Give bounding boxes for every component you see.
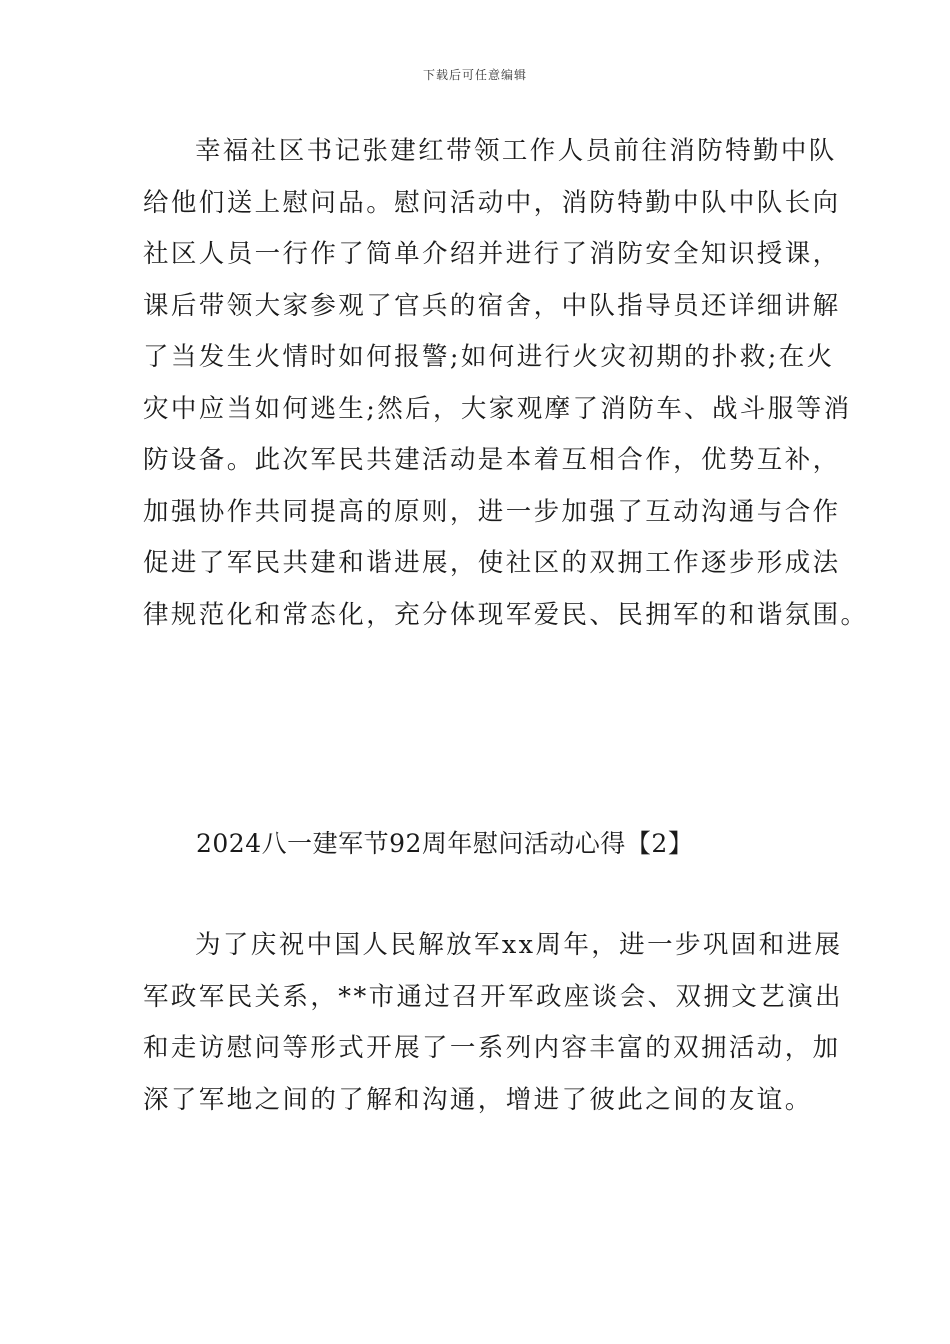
paragraph-line: 促进了军民共建和谐进展，使社区的双拥工作逐步形成法 — [143, 548, 841, 578]
paragraph-line: 幸福社区书记张建红带领工作人员前往消防特勤中队 — [195, 136, 837, 166]
paragraph-line: 给他们送上慰问品。慰问活动中，消防特勤中队中队长向 — [143, 187, 841, 218]
paragraph-line: 社区人员一行作了简单介绍并进行了消防安全知识授课， — [143, 239, 841, 269]
paragraph-line: 和走访慰问等形式开展了一系列内容丰富的双拥活动，加 — [143, 1033, 841, 1063]
paragraph-line: 灾中应当如何逃生;然后，大家观摩了消防车、战斗服等消 — [143, 393, 852, 424]
paragraph-line: 军政军民关系，**市通过召开军政座谈会、双拥文艺演出 — [143, 981, 843, 1012]
header-note: 下载后可任意编辑 — [422, 68, 527, 82]
paragraph-line: 为了庆祝中国人民解放军xx周年，进一步巩固和进展 — [195, 930, 843, 960]
section-heading: 2024八一建军节92周年慰问活动心得【2】 — [196, 829, 694, 858]
body-paragraph-1 — [143, 126, 869, 641]
paragraph-line: 课后带领大家参观了官兵的宿舍，中队指导员还详细讲解 — [143, 290, 841, 321]
paragraph-line: 加强协作共同提高的原则，进一步加强了互动沟通与合作 — [143, 496, 841, 527]
paragraph-line: 防设备。此次军民共建活动是本着互相合作，优势互补， — [143, 445, 841, 475]
paragraph-line: 深了军地之间的了解和沟通，增进了彼此之间的友谊。 — [143, 1084, 813, 1115]
paragraph-line: 律规范化和常态化，充分体现军爱民、民拥军的和谐氛围。 — [143, 599, 869, 630]
paragraph-line: 了当发生火情时如何报警;如何进行火灾初期的扑救;在火 — [143, 342, 835, 372]
body-paragraph-2 — [143, 920, 843, 1126]
